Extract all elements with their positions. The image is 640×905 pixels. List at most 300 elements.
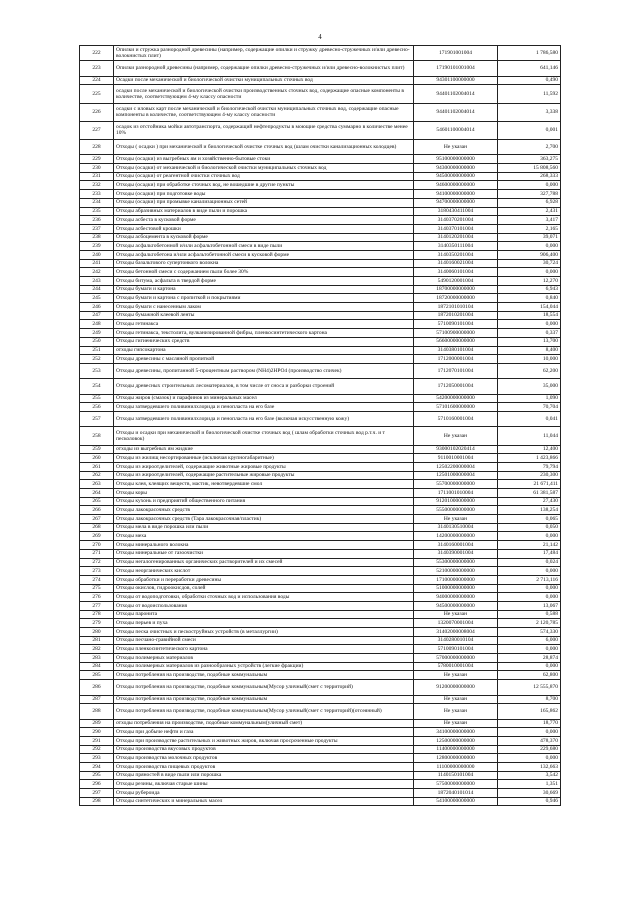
table-row xyxy=(80,46,561,61)
waste-quantity-cell: 0,840 xyxy=(498,294,561,303)
row-number-cell: 267 xyxy=(80,515,114,524)
table-row xyxy=(80,771,561,780)
waste-code-cell: 3140160021004 xyxy=(414,259,498,268)
waste-name-cell: Отходы пряностей в виде пыли или порошка xyxy=(114,771,414,780)
waste-name-cell: Отходы пленкосинтетического картона xyxy=(114,645,414,654)
row-number-cell: 230 xyxy=(80,164,114,173)
row-number-cell: 297 xyxy=(80,789,114,798)
waste-quantity-cell: 10,000 xyxy=(498,355,561,364)
waste-quantity-cell: 3,542 xyxy=(498,771,561,780)
waste-code-cell: 57100900000000 xyxy=(414,329,498,338)
waste-quantity-cell: 70,704 xyxy=(498,403,561,412)
table-row xyxy=(80,61,561,76)
waste-quantity-cell: 62,800 xyxy=(498,671,561,680)
waste-name-cell: Отходы древесных строительных лесоматериалов, в том числе от сноса и разборки строений xyxy=(114,379,414,394)
waste-quantity-cell: 2 713,116 xyxy=(498,575,561,584)
row-number-cell: 263 xyxy=(80,480,114,489)
waste-code-cell: 55700000000000 xyxy=(414,480,498,489)
table-row xyxy=(80,754,561,763)
waste-code-cell: 17190101001004 xyxy=(414,61,498,76)
table-row xyxy=(80,277,561,286)
waste-name-cell: Отходы затвердевшего поливинилхлорида и пенопласта на его базе (включая искусственную кожу) xyxy=(114,412,414,427)
waste-name-cell: отходы потребления на производстве, подобные коммунальным(уличный смет) xyxy=(114,719,414,728)
waste-quantity-cell: 268,333 xyxy=(498,172,561,181)
waste-name-cell: Отходы бетонной смеси с содержанием пыли более 30% xyxy=(114,268,414,277)
waste-quantity-cell: 3,338 xyxy=(498,103,561,121)
table-row xyxy=(80,728,561,737)
waste-quantity-cell: 132,663 xyxy=(498,763,561,772)
waste-code-cell: 93000102020414 xyxy=(414,445,498,454)
table-row xyxy=(80,121,561,139)
table-row xyxy=(80,412,561,427)
row-number-cell: 245 xyxy=(80,294,114,303)
waste-code-cell: 3140350201004 xyxy=(414,250,498,259)
waste-quantity-cell: 30,669 xyxy=(498,789,561,798)
row-number-cell: 242 xyxy=(80,268,114,277)
waste-quantity-cell: 8,700 xyxy=(498,695,561,704)
table-row xyxy=(80,628,561,637)
waste-quantity-cell: 478,370 xyxy=(498,736,561,745)
waste-quantity-cell: 21 671,411 xyxy=(498,480,561,489)
waste-quantity-cell: 2 120,785 xyxy=(498,619,561,628)
waste-code-cell: 1712050001004 xyxy=(414,379,498,394)
row-number-cell: 222 xyxy=(80,46,114,61)
row-number-cell: 261 xyxy=(80,462,114,471)
waste-quantity-cell: 61 381,587 xyxy=(498,489,561,498)
waste-code-cell: 1712070101004 xyxy=(414,363,498,378)
row-number-cell: 276 xyxy=(80,593,114,602)
row-number-cell: 266 xyxy=(80,506,114,515)
waste-quantity-cell: 12 555,870 xyxy=(498,680,561,695)
table-row xyxy=(80,311,561,320)
table-row xyxy=(80,584,561,593)
row-number-cell: 280 xyxy=(80,628,114,637)
waste-code-cell: 1872101010104 xyxy=(414,303,498,312)
waste-quantity-cell: 3,417 xyxy=(498,216,561,225)
table-row xyxy=(80,363,561,378)
waste-quantity-cell: 906,400 xyxy=(498,250,561,259)
waste-name-cell: Отходы неорганических кислот xyxy=(114,567,414,576)
waste-name-cell: Отходы рубероида xyxy=(114,789,414,798)
table-row xyxy=(80,294,561,303)
table-row xyxy=(80,575,561,584)
table-row xyxy=(80,462,561,471)
waste-quantity-cell: 0,024 xyxy=(498,558,561,567)
waste-quantity-cell: 0,000 xyxy=(498,728,561,737)
waste-quantity-cell: 154,044 xyxy=(498,303,561,312)
waste-name-cell: Отходы (осадки) из выгребных ям и хозяйственно-бытовые стоки xyxy=(114,155,414,164)
waste-quantity-cell: 27,430 xyxy=(498,497,561,506)
table-row xyxy=(80,704,561,719)
waste-quantity-cell: 0,001 xyxy=(498,121,561,139)
waste-code-cell: 55300000000000 xyxy=(414,558,498,567)
row-number-cell: 278 xyxy=(80,610,114,619)
waste-code-cell: 94301100000000 xyxy=(414,76,498,85)
row-number-cell: 285 xyxy=(80,671,114,680)
waste-code-cell: 12800000000000 xyxy=(414,754,498,763)
waste-code-cell: 91201000000000 xyxy=(414,497,498,506)
waste-quantity-cell: 62,200 xyxy=(498,363,561,378)
waste-quantity-cell: 0,000 xyxy=(498,532,561,541)
table-row xyxy=(80,140,561,155)
row-number-cell: 290 xyxy=(80,728,114,737)
waste-name-cell: Отходы асфальтобетона и/или асфальтобетонной смеси в кусковой форме xyxy=(114,250,414,259)
waste-name-cell: Отходы производства молочных продуктов xyxy=(114,754,414,763)
row-number-cell: 269 xyxy=(80,532,114,541)
row-number-cell: 288 xyxy=(80,704,114,719)
waste-name-cell: Отходы абразивных материалов в виде пыли и порошка xyxy=(114,207,414,216)
waste-code-cell: 57101600000000 xyxy=(414,403,498,412)
waste-name-cell: Отходы песчано-гравийной смеси xyxy=(114,636,414,645)
waste-quantity-cell: 8,400 xyxy=(498,346,561,355)
waste-quantity-cell: 2,700 xyxy=(498,140,561,155)
row-number-cell: 289 xyxy=(80,719,114,728)
waste-code-cell: Не указан xyxy=(414,719,498,728)
waste-code-cell: 18700000000000 xyxy=(414,285,498,294)
waste-name-cell: Отходы потребления на производстве, подобные коммунальным xyxy=(114,695,414,704)
waste-name-cell: Отходы негалогенированных органических растворителей и их смесей xyxy=(114,558,414,567)
waste-code-cell: 5710090101004 xyxy=(414,645,498,654)
waste-code-cell: 14200000000000 xyxy=(414,532,498,541)
waste-quantity-cell: 0,490 xyxy=(498,76,561,85)
waste-quantity-cell: 0,000 xyxy=(498,320,561,329)
row-number-cell: 272 xyxy=(80,558,114,567)
waste-name-cell: Отходы из жироотделителей, содержащие животные жировые продукты xyxy=(114,462,414,471)
waste-name-cell: Отходы мела в виде порошка или пыли xyxy=(114,523,414,532)
waste-quantity-cell: 1,351 xyxy=(498,780,561,789)
table-row xyxy=(80,601,561,610)
waste-quantity-cell: 0,000 xyxy=(498,645,561,654)
waste-quantity-cell: 0,000 xyxy=(498,593,561,602)
row-number-cell: 255 xyxy=(80,394,114,403)
table-row xyxy=(80,242,561,251)
waste-code-cell: 17100000000000 xyxy=(414,575,498,584)
waste-name-cell: Отходы полимерных материалов xyxy=(114,654,414,663)
waste-name-cell: Отходы базальтового супертонкого волокна xyxy=(114,259,414,268)
row-number-cell: 293 xyxy=(80,754,114,763)
row-number-cell: 298 xyxy=(80,797,114,806)
waste-code-cell: 11400000000000 xyxy=(414,745,498,754)
waste-quantity-cell: 1 423,866 xyxy=(498,454,561,463)
waste-code-cell: 54100000000000 xyxy=(414,797,498,806)
table-row xyxy=(80,763,561,772)
table-row xyxy=(80,259,561,268)
table-row xyxy=(80,427,561,445)
table-row xyxy=(80,76,561,85)
table-row xyxy=(80,233,561,242)
waste-code-cell: 57000000000000 xyxy=(414,654,498,663)
table-row xyxy=(80,85,561,103)
waste-quantity-cell: 229,680 xyxy=(498,745,561,754)
waste-name-cell: Отходы производства вкусовых продуктов xyxy=(114,745,414,754)
table-row xyxy=(80,337,561,346)
waste-code-cell: 3140350111004 xyxy=(414,242,498,251)
waste-name-cell: Отходы из жилищ несортированные (исключая крупногабаритные) xyxy=(114,454,414,463)
table-row xyxy=(80,515,561,524)
row-number-cell: 237 xyxy=(80,224,114,233)
row-number-cell: 264 xyxy=(80,489,114,498)
row-number-cell: 225 xyxy=(80,85,114,103)
waste-name-cell: Отходы (осадки) при обработке сточных вод, не вошедшие в другие пункты xyxy=(114,181,414,190)
row-number-cell: 282 xyxy=(80,645,114,654)
row-number-cell: 283 xyxy=(80,654,114,663)
waste-quantity-cell: 138,254 xyxy=(498,506,561,515)
waste-code-cell: 12500000000000 xyxy=(414,736,498,745)
waste-name-cell: Отходы из жироотделителей, содержащие растительные жировые продукты xyxy=(114,471,414,480)
waste-code-cell: 56600000000000 xyxy=(414,337,498,346)
waste-quantity-cell: 641,146 xyxy=(498,61,561,76)
waste-name-cell: Отходы резины, включая старые шины xyxy=(114,780,414,789)
row-number-cell: 262 xyxy=(80,471,114,480)
waste-code-cell: 9110010001004 xyxy=(414,454,498,463)
waste-name-cell: Отходы жиров (смазок) и парафинов из минеральных масел xyxy=(114,394,414,403)
waste-code-cell: 3140370201004 xyxy=(414,216,498,225)
waste-quantity-cell: 35,000 xyxy=(498,379,561,394)
waste-table xyxy=(79,45,561,806)
table-row xyxy=(80,181,561,190)
table-row xyxy=(80,320,561,329)
table-row xyxy=(80,268,561,277)
table-row xyxy=(80,285,561,294)
table-row xyxy=(80,216,561,225)
waste-quantity-cell: 2,165 xyxy=(498,224,561,233)
row-number-cell: 229 xyxy=(80,155,114,164)
waste-quantity-cell: 11,044 xyxy=(498,427,561,445)
waste-code-cell: 94401102004014 xyxy=(414,85,498,103)
waste-code-cell: 3140160001004 xyxy=(414,541,498,550)
table-row xyxy=(80,489,561,498)
waste-name-cell: Отходы и осадки при механической и биологической очистке сточных вод ( шлам обработки сточных вод р.т.ч. и т песколовок) xyxy=(114,427,414,445)
row-number-cell: 270 xyxy=(80,541,114,550)
waste-code-cell: 54601100004014 xyxy=(414,121,498,139)
waste-quantity-cell: 12,400 xyxy=(498,445,561,454)
table-row xyxy=(80,198,561,207)
waste-name-cell: Отходы асбоцемента в кусковой форме xyxy=(114,233,414,242)
waste-code-cell: 1320070001004 xyxy=(414,619,498,628)
waste-quantity-cell: 13,700 xyxy=(498,337,561,346)
waste-name-cell: Отходы обработки и переработки древесины xyxy=(114,575,414,584)
waste-table-container xyxy=(79,45,560,806)
waste-name-cell: осадки с иловых карт после механической и биологической очистки муниципальных сточных вод, содержащие опасные компоненты в количестве, соответствующем 4-му классу опасности xyxy=(114,103,414,121)
row-number-cell: 256 xyxy=(80,403,114,412)
waste-code-cell: 51000000000000 xyxy=(414,584,498,593)
waste-quantity-cell: 18,770 xyxy=(498,719,561,728)
waste-name-cell: Отходы потребления на производстве, подобные коммунальным xyxy=(114,671,414,680)
waste-name-cell: Отходы окислов, гидроокисдов, солей xyxy=(114,584,414,593)
waste-quantity-cell: 327,788 xyxy=(498,190,561,199)
table-row xyxy=(80,549,561,558)
table-row xyxy=(80,497,561,506)
table-row xyxy=(80,745,561,754)
waste-name-cell: Отходы (осадки) при промывке канализационных сетей xyxy=(114,198,414,207)
waste-quantity-cell: 6,943 xyxy=(498,285,561,294)
waste-code-cell: 3140060101004 xyxy=(414,268,498,277)
waste-name-cell: Отходы древесины с масляной пропиткой xyxy=(114,355,414,364)
waste-code-cell: 11100000000000 xyxy=(414,763,498,772)
waste-code-cell: 3180430411004 xyxy=(414,207,498,216)
table-row xyxy=(80,695,561,704)
waste-code-cell: 94100000000000 xyxy=(414,190,498,199)
waste-name-cell: Отходы (осадки) от реагентной очистки сточных вод xyxy=(114,172,414,181)
waste-name-cell: Отходы лакокрасочных средств xyxy=(114,506,414,515)
row-number-cell: 292 xyxy=(80,745,114,754)
table-row xyxy=(80,506,561,515)
table-row xyxy=(80,355,561,364)
table-row xyxy=(80,636,561,645)
waste-name-cell: Отходы от водоиспользования xyxy=(114,601,414,610)
row-number-cell: 239 xyxy=(80,242,114,251)
row-number-cell: 294 xyxy=(80,763,114,772)
row-number-cell: 231 xyxy=(80,172,114,181)
table-row xyxy=(80,645,561,654)
waste-name-cell: Отходы клея, клеящих веществ, мастик, невотвердевшие смол xyxy=(114,480,414,489)
waste-quantity-cell: 15 808,560 xyxy=(498,164,561,173)
row-number-cell: 271 xyxy=(80,549,114,558)
table-row xyxy=(80,103,561,121)
waste-quantity-cell: 0,000 xyxy=(498,181,561,190)
waste-quantity-cell: 0,000 xyxy=(498,662,561,671)
waste-name-cell: Отходы (осадки) при подготовке воды xyxy=(114,190,414,199)
table-row xyxy=(80,379,561,394)
waste-quantity-cell: 0,050 xyxy=(498,523,561,532)
waste-name-cell: Отходы гетинакса, текстолита, вулканизированной фибры, пленкосинтетического картона xyxy=(114,329,414,338)
waste-name-cell: Отходы потребления на производстве, подобные коммунальным(Мусор уличный(смет с территорий) xyxy=(114,680,414,695)
waste-code-cell: 3140130510004 xyxy=(414,523,498,532)
waste-name-cell: Отходы песка очистных и пескоструйных устройств (в металлургии) xyxy=(114,628,414,637)
waste-name-cell: Отходы асбестовой крошки xyxy=(114,224,414,233)
row-number-cell: 281 xyxy=(80,636,114,645)
waste-quantity-cell: 12,270 xyxy=(498,277,561,286)
waste-quantity-cell: 6,000 xyxy=(498,636,561,645)
waste-quantity-cell: 0,065 xyxy=(498,515,561,524)
waste-quantity-cell: 11,592 xyxy=(498,85,561,103)
waste-code-cell: 1872010201004 xyxy=(414,311,498,320)
table-row xyxy=(80,797,561,806)
row-number-cell: 286 xyxy=(80,680,114,695)
row-number-cell: 296 xyxy=(80,780,114,789)
table-row xyxy=(80,403,561,412)
waste-name-cell: Отходы при добыче нефти и газа xyxy=(114,728,414,737)
row-number-cell: 235 xyxy=(80,207,114,216)
waste-code-cell: 94300000000000 xyxy=(414,164,498,173)
table-row xyxy=(80,250,561,259)
row-number-cell: 236 xyxy=(80,216,114,225)
waste-name-cell: Отходы синтетических и минеральных масел xyxy=(114,797,414,806)
waste-quantity-cell: 165,862 xyxy=(498,704,561,719)
waste-name-cell: осадок из отстойника мойки автотранспорта, содержащий нефтепродукты в моющие средства суммарно в количестве менее 10% xyxy=(114,121,414,139)
waste-quantity-cell: 574,330 xyxy=(498,628,561,637)
waste-name-cell: Отходы асфальтобетонной и/или асфальтобетонной смеси в виде пыли xyxy=(114,242,414,251)
waste-code-cell: 3140390001004 xyxy=(414,549,498,558)
row-number-cell: 244 xyxy=(80,285,114,294)
waste-name-cell: Отходы (осадки) от механической и биологической очистки муниципальных сточных вод xyxy=(114,164,414,173)
waste-code-cell: 5710160001004 xyxy=(414,412,498,427)
waste-name-cell: Отходы бумаги и картона xyxy=(114,285,414,294)
table-row xyxy=(80,155,561,164)
waste-quantity-cell: 2,431 xyxy=(498,207,561,216)
table-row xyxy=(80,593,561,602)
waste-name-cell: Отходы при производстве растительных и животных жиров, включая просроченные продукты xyxy=(114,736,414,745)
table-row xyxy=(80,523,561,532)
table-row xyxy=(80,789,561,798)
waste-code-cell: 55500000000000 xyxy=(414,506,498,515)
row-number-cell: 265 xyxy=(80,497,114,506)
row-number-cell: 223 xyxy=(80,61,114,76)
row-number-cell: 238 xyxy=(80,233,114,242)
row-number-cell: 254 xyxy=(80,379,114,394)
waste-code-cell: 94000000000000 xyxy=(414,593,498,602)
waste-code-cell: 12502200000004 xyxy=(414,462,498,471)
waste-code-cell: 5490120001004 xyxy=(414,277,498,286)
waste-name-cell: Отходы от водоподготовки, обработки сточных вод и использования воды xyxy=(114,593,414,602)
waste-name-cell: отходы из выгребных ям жидкие xyxy=(114,445,414,454)
waste-name-cell: Отходы затвердевшего поливинилхлорида и пенопласта на его базе xyxy=(114,403,414,412)
table-row xyxy=(80,454,561,463)
row-number-cell: 291 xyxy=(80,736,114,745)
waste-quantity-cell: 0,000 xyxy=(498,242,561,251)
row-number-cell: 233 xyxy=(80,190,114,199)
waste-quantity-cell: 21,142 xyxy=(498,541,561,550)
row-number-cell: 252 xyxy=(80,355,114,364)
table-row xyxy=(80,780,561,789)
waste-quantity-cell: 0,000 xyxy=(498,567,561,576)
waste-name-cell: Отходы древесины, пропитанной 5-процентным раствором (NH4)2HPO4 (производство спичек) xyxy=(114,363,414,378)
waste-name-cell: Отходы кухонь и предприятий общественного питания xyxy=(114,497,414,506)
waste-code-cell: 95100000000000 xyxy=(414,155,498,164)
waste-quantity-cell: 13,067 xyxy=(498,601,561,610)
row-number-cell: 246 xyxy=(80,303,114,312)
row-number-cell: 284 xyxy=(80,662,114,671)
waste-code-cell: 3140370101004 xyxy=(414,224,498,233)
waste-table-body xyxy=(80,46,561,806)
waste-quantity-cell: 79,794 xyxy=(498,462,561,471)
waste-code-cell: 52100000000000 xyxy=(414,567,498,576)
table-row xyxy=(80,471,561,480)
row-number-cell: 257 xyxy=(80,412,114,427)
waste-code-cell: 94500000000000 xyxy=(414,172,498,181)
table-row xyxy=(80,394,561,403)
table-row xyxy=(80,671,561,680)
waste-name-cell: Отходы бумаги с нанесенным лаком xyxy=(114,303,414,312)
row-number-cell: 279 xyxy=(80,619,114,628)
row-number-cell: 295 xyxy=(80,771,114,780)
waste-code-cell: 57500000000000 xyxy=(414,780,498,789)
row-number-cell: 228 xyxy=(80,140,114,155)
row-number-cell: 274 xyxy=(80,575,114,584)
waste-code-cell: 12501000000004 xyxy=(414,471,498,480)
table-row xyxy=(80,662,561,671)
waste-code-cell: 94401102004014 xyxy=(414,103,498,121)
waste-code-cell: Не указан xyxy=(414,610,498,619)
table-row xyxy=(80,224,561,233)
row-number-cell: 247 xyxy=(80,311,114,320)
row-number-cell: 249 xyxy=(80,329,114,338)
waste-quantity-cell: 18,554 xyxy=(498,311,561,320)
row-number-cell: 275 xyxy=(80,584,114,593)
waste-name-cell: Отходы гетинакса xyxy=(114,320,414,329)
waste-name-cell: Отходы производства пищевых продуктов xyxy=(114,763,414,772)
waste-code-cell: Не указан xyxy=(414,704,498,719)
waste-quantity-cell: 0,946 xyxy=(498,797,561,806)
waste-code-cell: 3140380101004 xyxy=(414,346,498,355)
waste-code-cell: Не указан xyxy=(414,140,498,155)
waste-quantity-cell: 28,874 xyxy=(498,654,561,663)
waste-code-cell: 94700000000000 xyxy=(414,198,498,207)
waste-code-cell: 31402000008004 xyxy=(414,628,498,637)
waste-name-cell: Отходы лакокрасочных средств (Тара лакокрасочная/пластик) xyxy=(114,515,414,524)
waste-code-cell: Не указан xyxy=(414,515,498,524)
row-number-cell: 258 xyxy=(80,427,114,445)
